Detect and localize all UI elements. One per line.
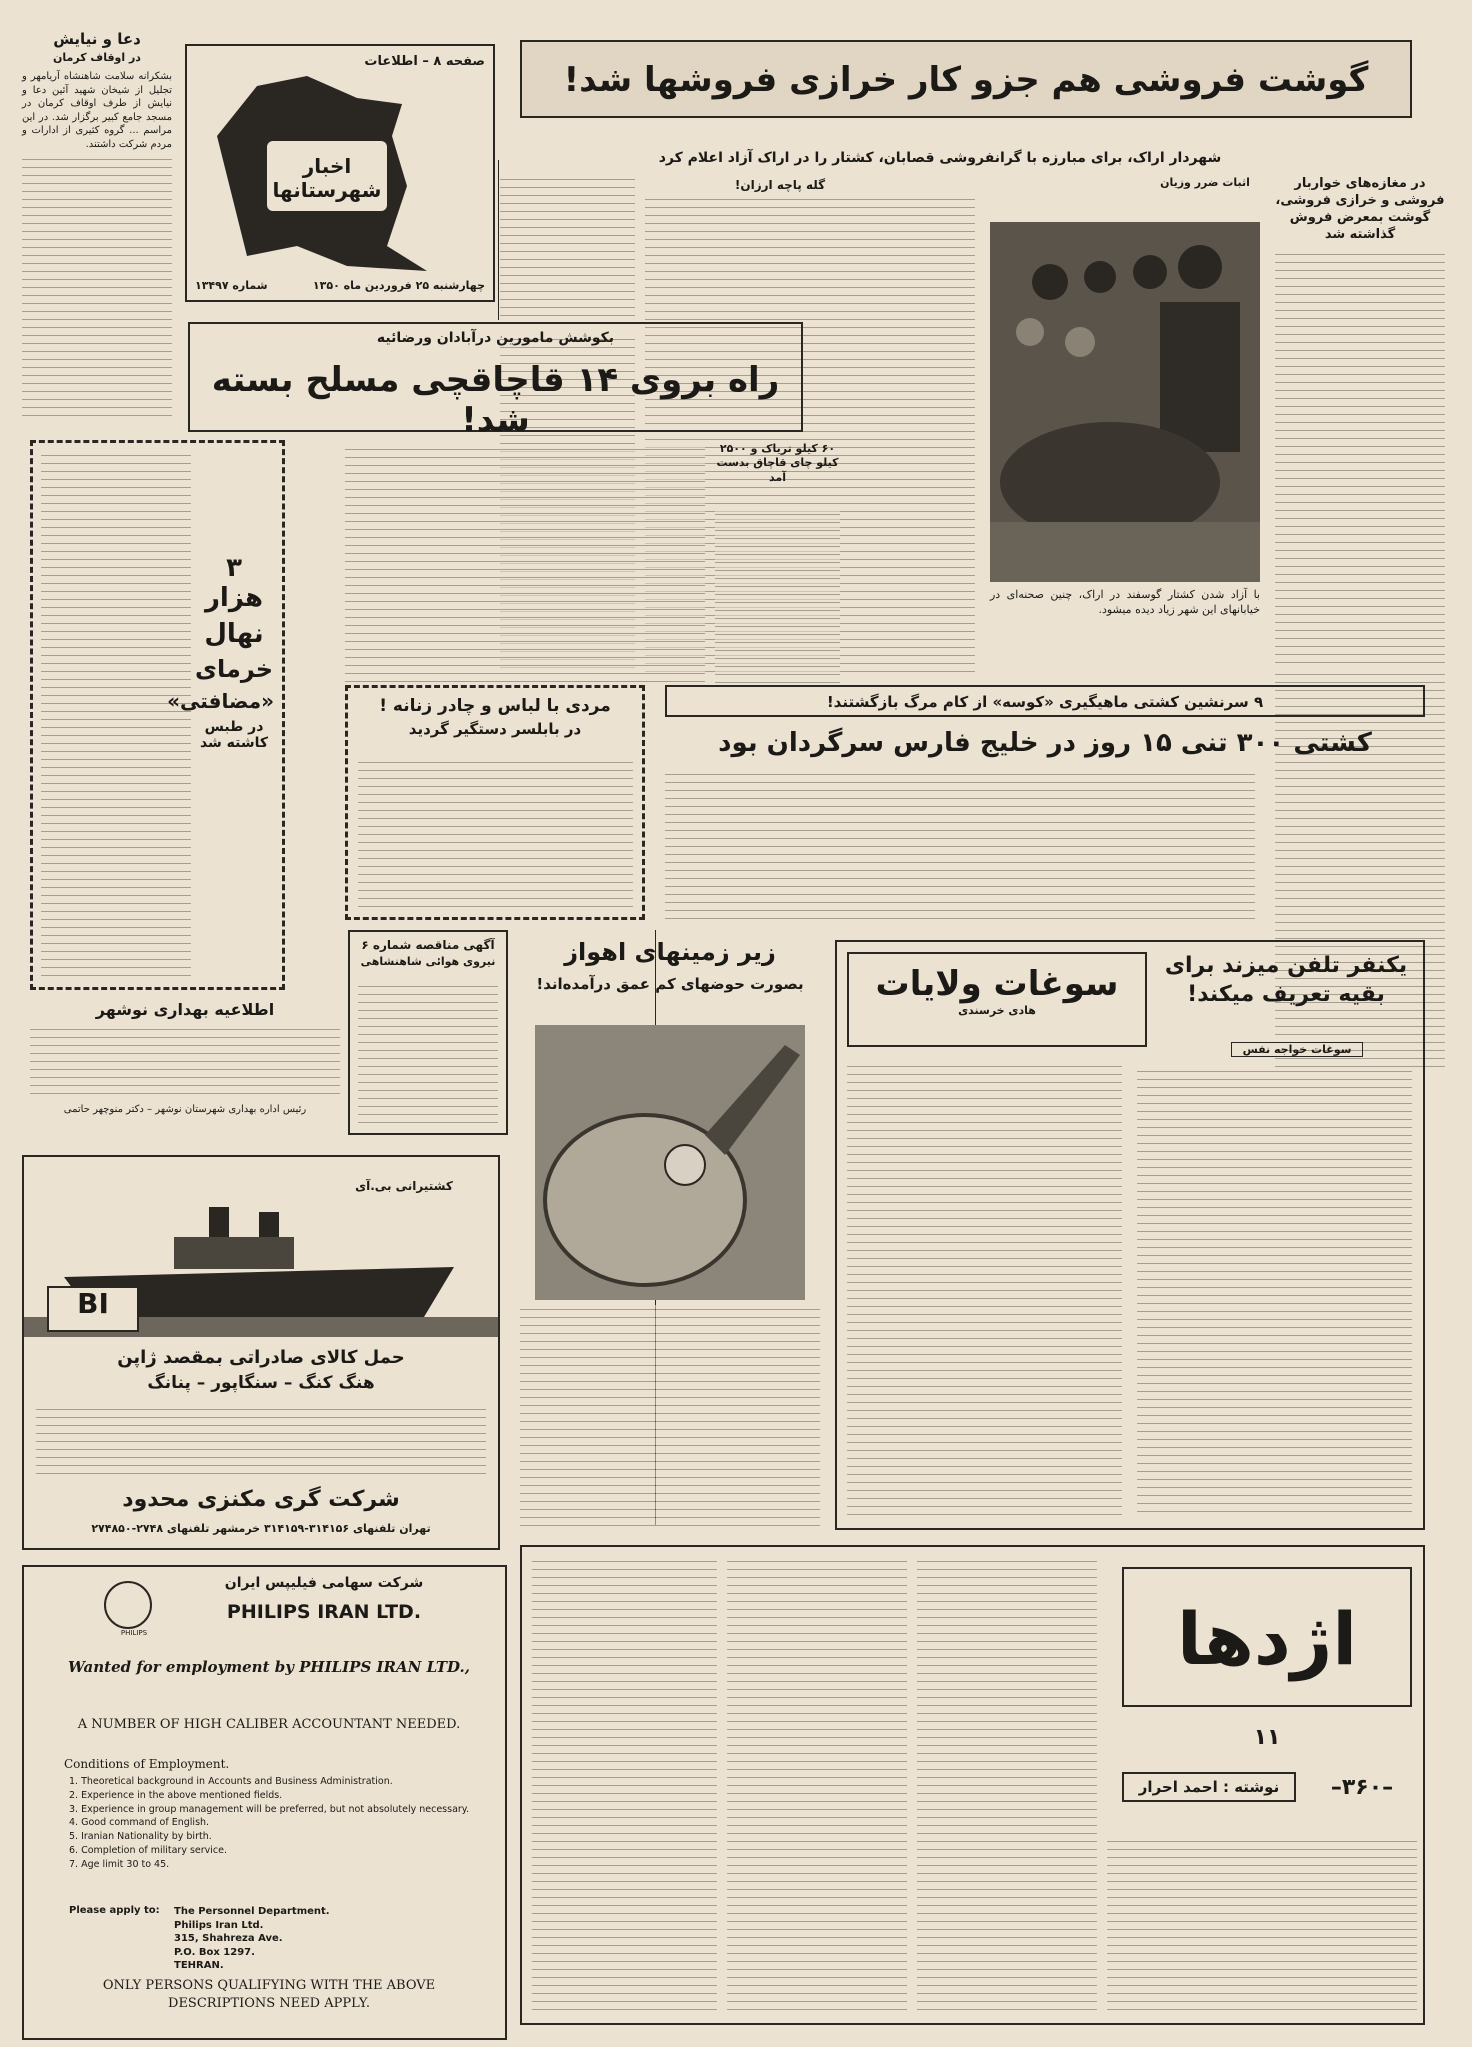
- arak-photo-drawing: [990, 222, 1260, 582]
- philips-logo-word: PHILIPS: [120, 1629, 148, 1637]
- prayer-subtitle: در اوقاف کرمان: [53, 51, 141, 64]
- palm-headline: [167, 553, 274, 751]
- ship-ad-ports: هنگ کنگ – سنگاپور – پنانگ: [147, 1373, 375, 1393]
- serial-number: –۳۶۰–: [1330, 1775, 1394, 1800]
- palm-headline-b: نهال: [204, 619, 264, 649]
- prayer-title: دعا و نیایش: [53, 30, 141, 48]
- smuggler-banner: [188, 322, 803, 440]
- masthead: [185, 44, 495, 302]
- column-sub: سوغات خواجه نفس: [1231, 1042, 1363, 1057]
- main-headline-banner: [520, 40, 1412, 118]
- philips-address: [174, 1905, 330, 1973]
- ahvaz-photo: [535, 1025, 805, 1300]
- philips-conditions: [69, 1775, 499, 1871]
- arrest-box: [345, 685, 645, 920]
- ahvaz-subhead: بصورت حوضهای کم عمق درآمده‌اند!: [536, 975, 804, 993]
- ship-ad-company: شرکت گری مکنزی محدود: [122, 1487, 400, 1512]
- address-line: P.O. Box 1297.: [174, 1946, 255, 1958]
- arrest-subhead: در بابلسر دستگیر گردید: [408, 720, 582, 738]
- masthead-logo-text: اخبار شهرستانها: [272, 154, 382, 202]
- philips-fa-name: شرکت سهامی فیلیپس ایران: [224, 1575, 424, 1591]
- fishing-kicker: ۹ سرنشین کشتی ماهیگیری «کوسه» از کام مرگ بازگشتند!: [826, 693, 1264, 711]
- condition-item: 3. Experience in group management will be preferred, but not absolutely necessary.: [69, 1803, 470, 1815]
- condition-item: 2. Experience in the above mentioned fields.: [69, 1789, 283, 1801]
- address-line: The Personnel Department.: [174, 1906, 330, 1917]
- philips-need: A NUMBER OF HIGH CALIBER ACCOUNTANT NEEDED.: [77, 1717, 461, 1732]
- column-logo-box: [847, 952, 1147, 1047]
- address-line: 315, Shahreza Ave.: [174, 1933, 283, 1944]
- condition-item: 7. Age limit 30 to 45.: [69, 1858, 170, 1870]
- palm-headline-a: ۳ هزار: [204, 553, 264, 613]
- fishing-headline: کشتی ۳۰۰ تنی ۱۵ روز در خلیج فارس سرگردان بود: [718, 728, 1372, 758]
- philips-wanted: Wanted for employment by PHILIPS IRAN LTD.,: [68, 1658, 470, 1676]
- prayer-column: [22, 30, 172, 430]
- address-line: Philips Iran Ltd.: [174, 1919, 264, 1931]
- condition-item: 4. Good command of English.: [69, 1817, 210, 1829]
- philips-footer: ONLY PERSONS QUALIFYING WITH THE ABOVE DESCRIPTIONS NEED APPLY.: [102, 1978, 436, 2012]
- condition-item: 1. Theoretical background in Accounts and Business Administration.: [69, 1776, 393, 1787]
- smuggler-box-title: ۶۰ کیلو تریاک و ۲۵۰۰ کیلو چای قاچاق بدست آمد: [716, 442, 839, 484]
- health-notice-title: اطلاعیه بهداری نوشهر: [95, 1000, 275, 1019]
- tender-box: [348, 930, 508, 1135]
- health-notice-signature: رئیس اداره بهداری شهرستان نوشهر – دکتر منوچهر حاتمی: [63, 1104, 307, 1115]
- ship-ad-headline: حمل کالای صادراتی بمقصد ژاپن: [117, 1347, 405, 1368]
- masthead-date: چهارشنبه ۲۵ فروردین ماه ۱۳۵۰: [312, 279, 485, 292]
- tender-title: آگهی مناقصه شماره ۶: [361, 938, 495, 952]
- masthead-issue: شماره ۱۳۴۹۷: [195, 279, 268, 292]
- arak-subhead: شهردار اراک، برای مبارزه با گرانفروشی قصابان، کشتار را در اراک آزاد اعلام کرد: [658, 150, 1222, 166]
- arak-side-title: در مغازه‌های خواربار فروشی و خرازی فروشی، گوشت بمعرض فروش گذاشته شد: [1275, 176, 1445, 242]
- prayer-body: بشکرانه سلامت شاهنشاه آریامهر و تجلیل از شیخان شهید آئین دعا و نیایش از طرف اوقاف کرمان در مسجد جامع کبیر برگزار شد. در این مراسم ... گروه کثیری از ادارات و مردم شرکت داشتند.: [22, 71, 172, 150]
- serial-box: [520, 1545, 1425, 2025]
- palm-headline-c: خرمای: [194, 655, 274, 683]
- palm-headline-d: «مضافتی»: [167, 689, 274, 713]
- ahvaz-photo-drawing: [535, 1025, 805, 1300]
- philips-ad: [22, 1565, 507, 2040]
- fishing-kicker-box: [665, 685, 1425, 717]
- phone-story-box: [835, 940, 1425, 1530]
- main-headline: گوشت فروشی هم جزو کار خرازی فروشها شد!: [563, 60, 1369, 100]
- condition-item: 5. Iranian Nationality by birth.: [69, 1831, 212, 1843]
- philips-en-name: PHILIPS IRAN LTD.: [226, 1601, 422, 1623]
- philips-apply-label: Please apply to:: [69, 1905, 160, 1916]
- serial-episode: ۱۱: [1253, 1725, 1281, 1750]
- column-logo-text: سوغات ولایات: [875, 964, 1119, 1004]
- ahvaz-headline: زیر زمینهای اهواز: [564, 938, 776, 966]
- serial-author: نوشته : احمد احرار: [1122, 1772, 1296, 1802]
- tender-org: نیروی هوائی شاهنشاهی: [360, 955, 496, 968]
- address-line: TEHRAN.: [174, 1960, 224, 1971]
- arak-photo: [990, 222, 1260, 582]
- palm-headline-e: در طبس کاشته شد: [199, 719, 269, 751]
- ship-ad: [22, 1155, 500, 1550]
- column-author: هادی خرسندی: [958, 1004, 1036, 1017]
- ship-ad-phones: تهران تلفنهای ۳۱۴۱۵۶-۳۱۴۱۵۹ خرمشهر تلفنهای ۲۷۴۸-۲۷۴۸۵۰: [91, 1522, 431, 1535]
- phone-headline: یکنفر تلفن میزند برای بقیه تعریف میکند!: [1164, 953, 1408, 1007]
- smuggler-kicker: بکوشش مامورین درآبادان ورضائیه: [376, 330, 615, 346]
- serial-title-box: [1122, 1567, 1412, 1707]
- serial-title: اژدها: [1176, 1597, 1358, 1681]
- philips-shield-icon: [104, 1581, 152, 1629]
- condition-item: 6. Completion of military service.: [69, 1844, 228, 1856]
- arak-side-title2: اثبات ضرر وزیان: [1160, 176, 1250, 189]
- palm-box: [30, 440, 285, 990]
- philips-conditions-title: Conditions of Employment.: [64, 1757, 230, 1771]
- arak-photo-caption: با آزاد شدن کشتار گوسفند در اراک، چنین صحنه‌ای در خیابانهای این شهر زیاد دیده میشود.: [990, 588, 1260, 616]
- page-label: صفحه ۸ – اطلاعات: [364, 54, 485, 69]
- arrest-headline: مردی با لباس و چادر زنانه !: [379, 696, 611, 716]
- arak-box-title: گله پاچه ارزان!: [734, 178, 826, 192]
- ship-ad-brand: BI: [77, 1287, 109, 1320]
- ship-ad-label: کشتیرانی بی.آی: [355, 1179, 453, 1193]
- smuggler-headline: راه بروی ۱۴ قاچاقچی مسلح بسته شد!: [211, 360, 780, 440]
